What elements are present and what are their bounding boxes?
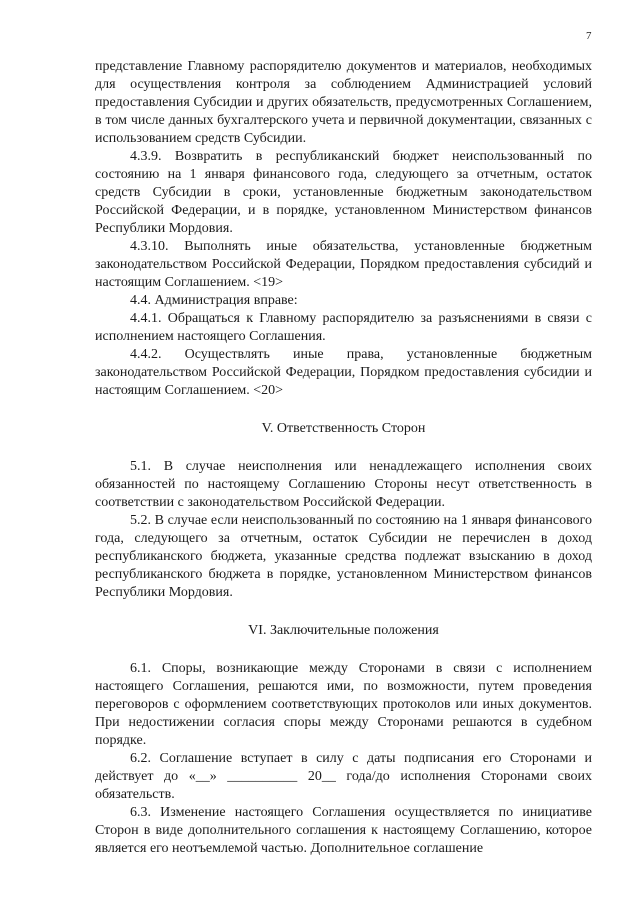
paragraph-4-4-1: 4.4.1. Обращаться к Главному распорядителю за разъяснениями в связи с исполнением настоящего Соглашения. — [95, 311, 592, 344]
paragraph-6-3: 6.3. Изменение настоящего Соглашения осуществляется по инициативе Сторон в виде дополнительного соглашения к настоящему Соглашению, которое является его неотъемлемой частью. Дополнительное соглашение — [95, 805, 592, 856]
paragraph-4-3-9: 4.3.9. Возвратить в республиканский бюджет неиспользованный по состоянию на 1 января финансового года, следующего за отчетным, остаток средств Субсидии в сроки, установленные бюджетным законодательством Российской Федерации, и в порядке, установленном Министерством финансов Республики Мордовия. — [95, 149, 592, 236]
document-body — [95, 58, 592, 858]
paragraph-4-3-10: 4.3.10. Выполнять иные обязательства, установленные бюджетным законодательством Российской Федерации, Порядком предоставления субсидий и настоящим Соглашением. <19> — [95, 239, 592, 290]
section-6-heading: VI. Заключительные положения — [248, 623, 439, 638]
paragraph-4-4: 4.4. Администрация вправе: — [130, 293, 298, 308]
page-number: 7 — [586, 30, 592, 42]
paragraph-6-1: 6.1. Споры, возникающие между Сторонами в связи с исполнением настоящего Соглашения, решаются ими, по возможности, путем проведения переговоров с оформлением соответствующих протоколов или иных документов. При недостижении согласия споры между Сторонами решаются в судебном порядке. — [95, 661, 592, 748]
paragraph-4-4-2: 4.4.2. Осуществлять иные права, установленные бюджетным законодательством Российской Федерации, Порядком предоставления субсидии и настоящим Соглашением. <20> — [95, 347, 592, 398]
paragraph-6-2: 6.2. Соглашение вступает в силу с даты подписания его Сторонами и действует до «__» __________ 20__ года/до исполнения Сторонами своих обязательств. — [95, 751, 592, 802]
paragraph-5-2: 5.2. В случае если неиспользованный по состоянию на 1 января финансового года, следующего за отчетным, остаток Субсидии не перечислен в доход республиканского бюджета, указанные средства подлежат взысканию в доход республиканского бюджета в порядке, установленном Министерством финансов Республики Мордовия. — [95, 513, 592, 600]
paragraph-continuation: представление Главному распорядителю документов и материалов, необходимых для осуществления контроля за соблюдением Администрацией условий предоставления Субсидии и других обязательств, предусмотренных Соглашением, в том числе данных бухгалтерского учета и первичной документации, связанных с использованием средств Субсидии. — [95, 59, 592, 146]
paragraph-5-1: 5.1. В случае неисполнения или ненадлежащего исполнения своих обязанностей по настоящему Соглашению Стороны несут ответственность в соответствии с законодательством Российской Федерации. — [95, 459, 592, 510]
section-5-heading: V. Ответственность Сторон — [261, 421, 426, 436]
